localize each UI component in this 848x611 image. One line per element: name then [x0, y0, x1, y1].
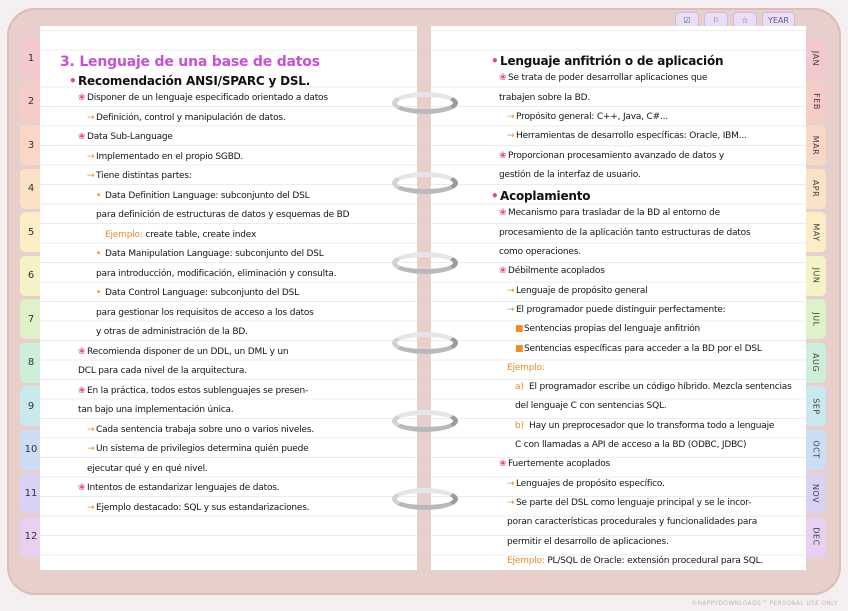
bullet-icon: • [96, 249, 102, 259]
bullet-icon: → [507, 478, 515, 489]
section-tab-8[interactable]: 8 [20, 343, 42, 383]
highlight-label: Ejemplo: [507, 555, 545, 566]
note-text: permitir el desarrollo de aplicaciones. [507, 536, 669, 547]
note-text: Se parte del DSL como lenguaje principal y se le incor- [516, 497, 752, 508]
note-text: Mecanismo para trasladar de la BD al entorno de [508, 208, 720, 219]
section-heading [60, 54, 320, 70]
note-text: C con llamadas a API de acceso a la BD (ODBC, JDBC) [515, 440, 747, 450]
bullet-icon: ❀ [499, 208, 507, 219]
section-tab-7[interactable]: 7 [20, 299, 42, 339]
month-tab-jan[interactable] [806, 38, 826, 78]
note-text: procesamiento de la aplicación tanto estructuras de datos [499, 227, 751, 238]
month-tab-label: AUG [811, 352, 821, 373]
note-text: gestión de la interfaz de usuario. [499, 169, 641, 180]
month-tab-label: SEP [811, 397, 821, 415]
note-line [499, 73, 707, 83]
note-text: del lenguaje C con sentencias SQL. [515, 401, 667, 412]
bullet-icon: • [96, 288, 102, 298]
note-text: Propósito general: C++, Java, C#... [516, 111, 668, 122]
bullet-icon: → [507, 304, 515, 315]
note-line [499, 208, 720, 218]
note-text: Data Definition Language: subconjunto del DSL [105, 190, 310, 201]
note-text: para gestionar los requisitos de acceso a los datos [96, 307, 314, 318]
highlight-label: Ejemplo: [105, 229, 143, 240]
bullet-icon: • [69, 73, 77, 88]
bullet-icon: → [507, 131, 515, 142]
note-text: Intentos de estandarizar lenguajes de datos. [87, 483, 280, 493]
note-line [507, 479, 665, 489]
bullet-icon: ❀ [78, 346, 86, 357]
right-page [431, 26, 806, 570]
note-line [105, 230, 256, 240]
note-text: Un sistema de privilegios determina quién puede [96, 444, 309, 454]
note-line [499, 247, 581, 257]
month-tab-feb[interactable] [806, 82, 826, 122]
section-tab-1[interactable]: 1 [20, 38, 42, 78]
note-text: El programador escribe un código híbrido. Mezcla sentencias [529, 382, 792, 393]
month-tab-may[interactable] [806, 212, 826, 252]
month-tab-label: NOV [811, 483, 821, 503]
note-line [507, 537, 669, 547]
month-tab-label: JUN [811, 267, 821, 284]
note-line [87, 464, 208, 474]
month-tab-mar[interactable] [806, 125, 826, 165]
month-tab-oct[interactable] [806, 430, 826, 470]
bullet-icon: → [507, 285, 515, 296]
month-tab-dec[interactable] [806, 517, 826, 557]
bullet-icon: → [87, 171, 95, 181]
note-line [78, 93, 328, 103]
note-line [515, 401, 666, 411]
bullet-icon: ❀ [78, 385, 86, 396]
note-line [515, 421, 774, 431]
bullet-icon: • [491, 189, 499, 204]
note-text: Data Sub-Language [87, 132, 173, 142]
note-line [507, 305, 726, 315]
note-line [96, 210, 349, 220]
note-line [78, 366, 247, 376]
month-tab-sep[interactable] [806, 386, 826, 426]
bullet-icon: ❀ [499, 266, 507, 277]
bullet-icon: ❀ [78, 93, 86, 103]
bullet-icon: b) [515, 420, 524, 431]
note-line [499, 170, 641, 180]
note-line [515, 344, 762, 354]
note-text: Disponer de un lenguaje especificado orientado a datos [87, 93, 328, 103]
copyright-footer: ©HAPPYDOWNLOADS™ PERSONAL USE ONLY [691, 600, 838, 607]
note-text: Definición, control y manipulación de datos. [96, 112, 286, 123]
note-text: Recomendación ANSI/SPARC y DSL. [78, 73, 311, 88]
bullet-icon: ■ [515, 324, 524, 335]
section-tab-6[interactable]: 6 [20, 256, 42, 296]
note-text: Se trata de poder desarrollar aplicaciones que [508, 73, 708, 84]
month-tab-label: MAR [811, 135, 821, 155]
month-tab-apr[interactable] [806, 169, 826, 209]
bullet-icon: → [87, 151, 95, 162]
binder-ring [392, 488, 458, 510]
note-text: Acoplamiento [500, 189, 591, 204]
section-tab-5[interactable]: 5 [20, 212, 42, 252]
binder-ring [392, 252, 458, 274]
month-tab-aug[interactable] [806, 343, 826, 383]
section-tab-11[interactable]: 11 [20, 473, 42, 513]
note-text: DCL para cada nivel de la arquitectura. [78, 366, 247, 376]
section-tab-4[interactable]: 4 [20, 169, 42, 209]
bullet-icon: ❀ [78, 483, 86, 493]
binder-ring [392, 92, 458, 114]
note-line [96, 191, 309, 201]
bullet-icon: → [507, 111, 515, 122]
note-text: Lenguaje anfitrión o de aplicación [500, 54, 724, 68]
note-text: y otras de administración de la BD. [96, 327, 248, 337]
note-line [507, 498, 751, 508]
note-text: Sentencias específicas para acceder a la BD por el DSL [524, 343, 762, 354]
section-tab-2[interactable]: 2 [20, 82, 42, 122]
bullet-icon: → [507, 497, 515, 508]
month-tab-nov[interactable] [806, 473, 826, 513]
note-line [78, 483, 279, 493]
note-text: Ejemplo: PL/SQL de Oracle: extensión procedural para SQL. [507, 555, 764, 566]
note-text [507, 363, 545, 373]
subsection-heading [69, 74, 310, 88]
section-tab-10[interactable]: 10 [20, 430, 42, 470]
note-text: En la práctica, todos estos sublenguajes se presen- [87, 385, 309, 396]
note-line [78, 386, 308, 396]
note-text: 3. Lenguaje de una base de datos [60, 54, 320, 70]
note-line [96, 249, 324, 259]
subsection-heading [491, 54, 723, 68]
note-text: Data Control Language: subconjunto del DSL [105, 288, 299, 298]
note-line [96, 327, 248, 337]
note-line [87, 503, 309, 513]
bullet-icon: ❀ [78, 132, 86, 142]
bullet-icon: → [87, 424, 95, 435]
note-line [96, 308, 314, 318]
note-line [507, 112, 668, 122]
note-text: Tiene distintas partes: [96, 171, 192, 181]
note-line [96, 269, 336, 279]
note-text: Lenguaje de propósito general [516, 285, 648, 296]
star-tab-button[interactable]: ☆ [733, 12, 757, 28]
note-text: El programador puede distinguir perfectamente: [516, 304, 726, 315]
note-line [507, 286, 647, 296]
note-text: Implementado en el propio SGBD. [96, 151, 244, 162]
bullet-icon: ■ [515, 343, 524, 354]
bullet-icon: → [87, 444, 95, 454]
bullet-icon: ❀ [499, 73, 507, 84]
note-line [499, 93, 590, 103]
note-text: Cada sentencia trabaja sobre uno o varios niveles. [96, 424, 314, 435]
bullet-icon: • [491, 54, 499, 68]
note-line [87, 113, 286, 123]
note-text: poran características procedurales y funcionalidades para [507, 517, 758, 528]
note-text: tan bajo una implementación única. [78, 405, 234, 415]
month-tab-label: FEB [811, 93, 821, 110]
note-line [499, 228, 750, 238]
note-text: trabajen sobre la BD. [499, 92, 591, 103]
note-line [515, 440, 746, 450]
note-line [96, 288, 299, 298]
note-line [87, 171, 192, 181]
bullet-icon: • [96, 190, 102, 201]
note-text: para introducción, modificación, eliminación y consulta. [96, 268, 337, 279]
note-line [507, 517, 757, 527]
highlight-label: Ejemplo: [507, 362, 545, 373]
section-tab-3[interactable]: 3 [20, 125, 42, 165]
note-line [87, 444, 308, 454]
month-tab-label: DEC [811, 527, 821, 546]
month-tab-label: JAN [811, 50, 821, 66]
bullet-icon: ❀ [499, 150, 507, 161]
note-line [499, 266, 605, 276]
bullet-icon: ❀ [499, 459, 507, 470]
note-text: Proporcionan procesamiento avanzado de datos y [508, 150, 724, 161]
note-text: Lenguajes de propósito específico. [516, 478, 665, 489]
bullet-icon: → [87, 502, 95, 513]
note-line [507, 556, 763, 566]
note-line [499, 459, 610, 469]
note-line [78, 132, 173, 142]
binder-ring [392, 410, 458, 432]
note-text: Sentencias propias del lenguaje anfitrión [524, 324, 701, 335]
left-page [40, 26, 417, 570]
month-tab-label: OCT [811, 440, 821, 459]
section-tab-12[interactable]: 12 [20, 517, 42, 557]
note-text: Data Manipulation Language: subconjunto del DSL [105, 249, 324, 259]
note-text: Herramientas de desarrollo específicas: Oracle, IBM... [516, 131, 747, 142]
flag-tab-button[interactable]: ⚐ [704, 12, 728, 28]
binder-ring [392, 332, 458, 354]
section-tab-9[interactable]: 9 [20, 386, 42, 426]
note-line [78, 347, 288, 357]
month-tab-jun[interactable] [806, 256, 826, 296]
note-text: Hay un preprocesador que lo transforma todo a lenguaje [529, 420, 775, 431]
note-line [507, 363, 545, 373]
note-text: Ejemplo: create table, create index [105, 229, 257, 240]
month-tab-label: MAY [811, 222, 821, 242]
note-line [87, 425, 314, 435]
note-text: como operaciones. [499, 247, 581, 257]
note-line [78, 405, 234, 415]
note-text: ejecutar qué y en qué nivel. [87, 463, 208, 474]
note-text: Recomienda disponer de un DDL, un DML y un [87, 346, 289, 357]
month-tab-label: APR [811, 179, 821, 198]
note-text: para definición de estructuras de datos y esquemas de BD [96, 210, 350, 220]
note-line [515, 324, 700, 334]
binder-ring [392, 172, 458, 194]
note-line [507, 131, 747, 141]
subsection-heading [491, 189, 590, 203]
month-tab-label: JUL [811, 311, 821, 327]
bullet-icon: a) [515, 382, 524, 393]
checklist-tab-button[interactable]: ☑ [675, 12, 699, 28]
note-text: Débilmente acoplados [508, 266, 605, 277]
note-line [499, 151, 724, 161]
note-text: Ejemplo destacado: SQL y sus estandarizaciones. [96, 502, 310, 513]
month-tab-jul[interactable] [806, 299, 826, 339]
year-tab-button[interactable]: YEAR [762, 12, 795, 28]
note-text: Fuertemente acoplados [508, 459, 611, 470]
note-line [515, 382, 792, 392]
note-line [87, 152, 243, 162]
bullet-icon: → [87, 112, 95, 123]
